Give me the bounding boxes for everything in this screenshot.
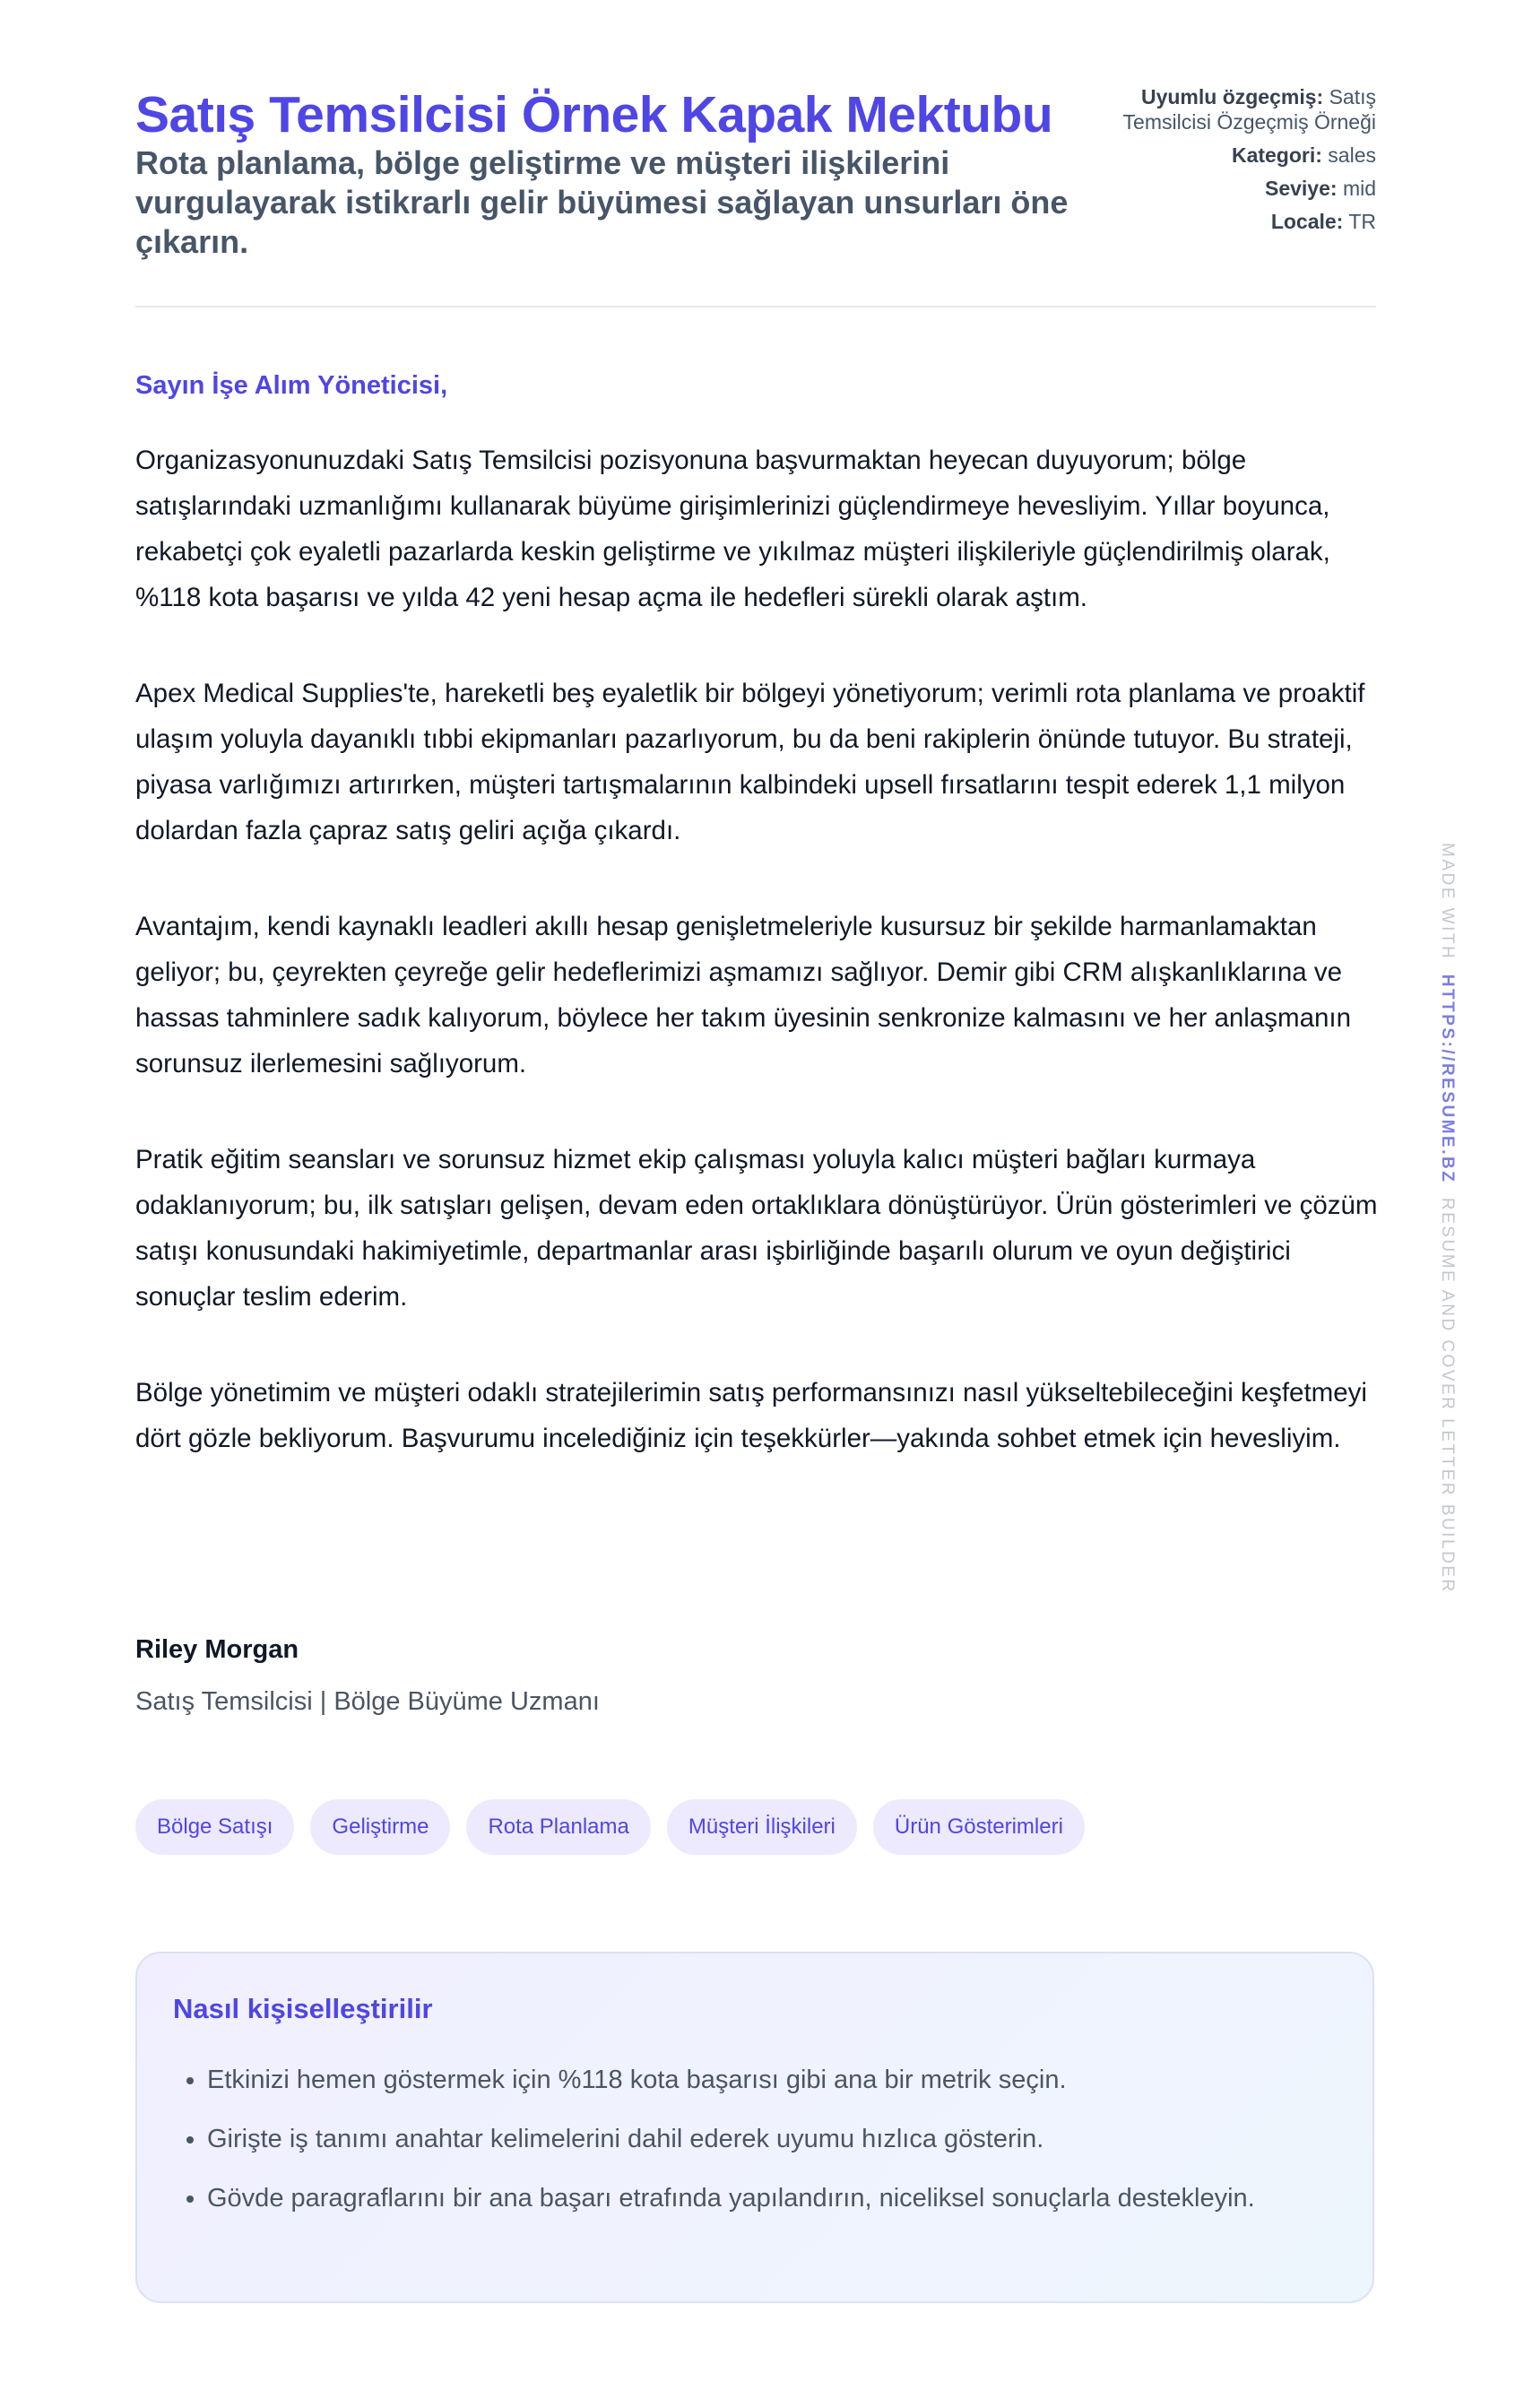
- skill-tags: [135, 1799, 1085, 1855]
- meta-category: Kategori: sales: [1231, 143, 1376, 167]
- tips-list: [173, 2057, 1328, 2235]
- page-subtitle: Rota planlama, bölge geliştirme ve müşteri ilişkilerini vurgulayarak istikrarlı gelir büyümesi sağlayan unsurları öne çıkarın.: [135, 144, 1069, 260]
- signature-name: Riley Morgan: [135, 1635, 299, 1664]
- tip-item: • Gövde paragraflarını bir ana başarı etrafında yapılandırın, niceliksel sonuçlarla destekleyin.: [207, 2176, 1328, 2222]
- paragraph: Pratik eğitim seansları ve sorunsuz hizmet ekip çalışması yoluyla kalıcı müşteri bağları kurmaya odaklanıyorum; bu, ilk satışları gelişen, devam eden ortaklıklara dönüştürüyor. Ürün gösterimleri ve çözüm satışı konusundaki hakimiyetimle, departmanlar arası işbirliğinde başarılı olurum ve oyun değiştirici sonuçlar teslim ederim.: [135, 1145, 1378, 1312]
- watermark-link[interactable]: HTTPS://RESUME.BZ: [1438, 974, 1457, 1184]
- tag: Geliştirme: [310, 1799, 450, 1855]
- meta-locale: Locale: TR: [1270, 210, 1376, 233]
- tag: Rota Planlama: [466, 1799, 650, 1855]
- paragraph: Organizasyonunuzdaki Satış Temsilcisi pozisyonuna başvurmaktan heyecan duyuyorum; bölge satışlarındaki uzmanlığımı kullanarak büyüme girişimlerinizi güçlendirmeye hevesliyim. Yıllar boyunca, rekabetçi çok eyaletli pazarlarda keskin geliştirme ve yıkılmaz müşteri ilişkileriyle güçlendirilmiş olarak, %118 kota başarısı ve yılda 42 yeni hesap açma ile hedefleri sürekli olarak aştım.: [135, 446, 1330, 612]
- greeting: Sayın İşe Alım Yöneticisi,: [135, 371, 448, 400]
- meta-level: Seviye: mid: [1264, 177, 1376, 200]
- watermark: MADE WITH HTTPS://RESUME.BZ RESUME AND COVER LETTER BUILDER: [1438, 843, 1457, 1594]
- tips-title: Nasıl kişiselleştirilir: [173, 1993, 433, 2024]
- page-title: Satış Temsilcisi Örnek Kapak Mektubu: [135, 86, 1053, 143]
- paragraph: Apex Medical Supplies'te, hareketli beş eyaletlik bir bölgeyi yönetiyorum; verimli rota planlama ve proaktif ulaşım yoluyla dayanıklı tıbbi ekipmanları pazarlıyorum, bu da beni rakiplerin önünde tutuyor. Bu strateji, piyasa varlığımızı artırırken, müşteri tartışmalarının kalbindeki upsell fırsatlarını tespit ederek 1,1 milyon dolardan fazla çapraz satış geliri açığa çıkardı.: [135, 679, 1365, 845]
- tag: Bölge Satışı: [135, 1799, 294, 1855]
- divider: [135, 306, 1376, 307]
- paragraph: Bölge yönetimim ve müşteri odaklı stratejilerimin satış performansınızı nasıl yükseltebileceğini keşfetmeyi dört gözle bekliyorum. Başvurumu incelediğiniz için teşekkürler—yakında sohbet etmek için hevesliyim.: [135, 1378, 1367, 1453]
- meta-info: [1080, 84, 1376, 242]
- paragraph: Avantajım, kendi kaynaklı leadleri akıllı hesap genişletmeleriyle kusursuz bir şekilde harmanlamaktan geliyor; bu, çeyrekten çeyreğe gelir hedeflerimizi aşmamızı sağlıyor. Demir gibi CRM alışkanlıklarına ve hassas tahminlere sadık kalıyorum, böylece her takım üyesinin senkronize kalmasını ve her anlaşmanın sorunsuz ilerlemesini sağlıyorum.: [135, 912, 1352, 1078]
- signature-role: Satış Temsilcisi | Bölge Büyüme Uzmanı: [135, 1687, 600, 1716]
- tag: Müşteri İlişkileri: [667, 1799, 857, 1855]
- tips-box: [135, 1952, 1374, 2303]
- meta-compatible-resume: Uyumlu özgeçmiş: Satış Temsilcisi Özgeçmiş Örneği: [1122, 85, 1376, 134]
- tip-item: • Girişte iş tanımı anahtar kelimelerini dahil ederek uyumu hızlıca gösterin.: [207, 2117, 1328, 2162]
- letter-body: [135, 437, 1381, 1511]
- tag: Ürün Gösterimleri: [873, 1799, 1085, 1855]
- tip-item: • Etkinizi hemen göstermek için %118 kota başarısı gibi ana bir metrik seçin.: [207, 2057, 1328, 2103]
